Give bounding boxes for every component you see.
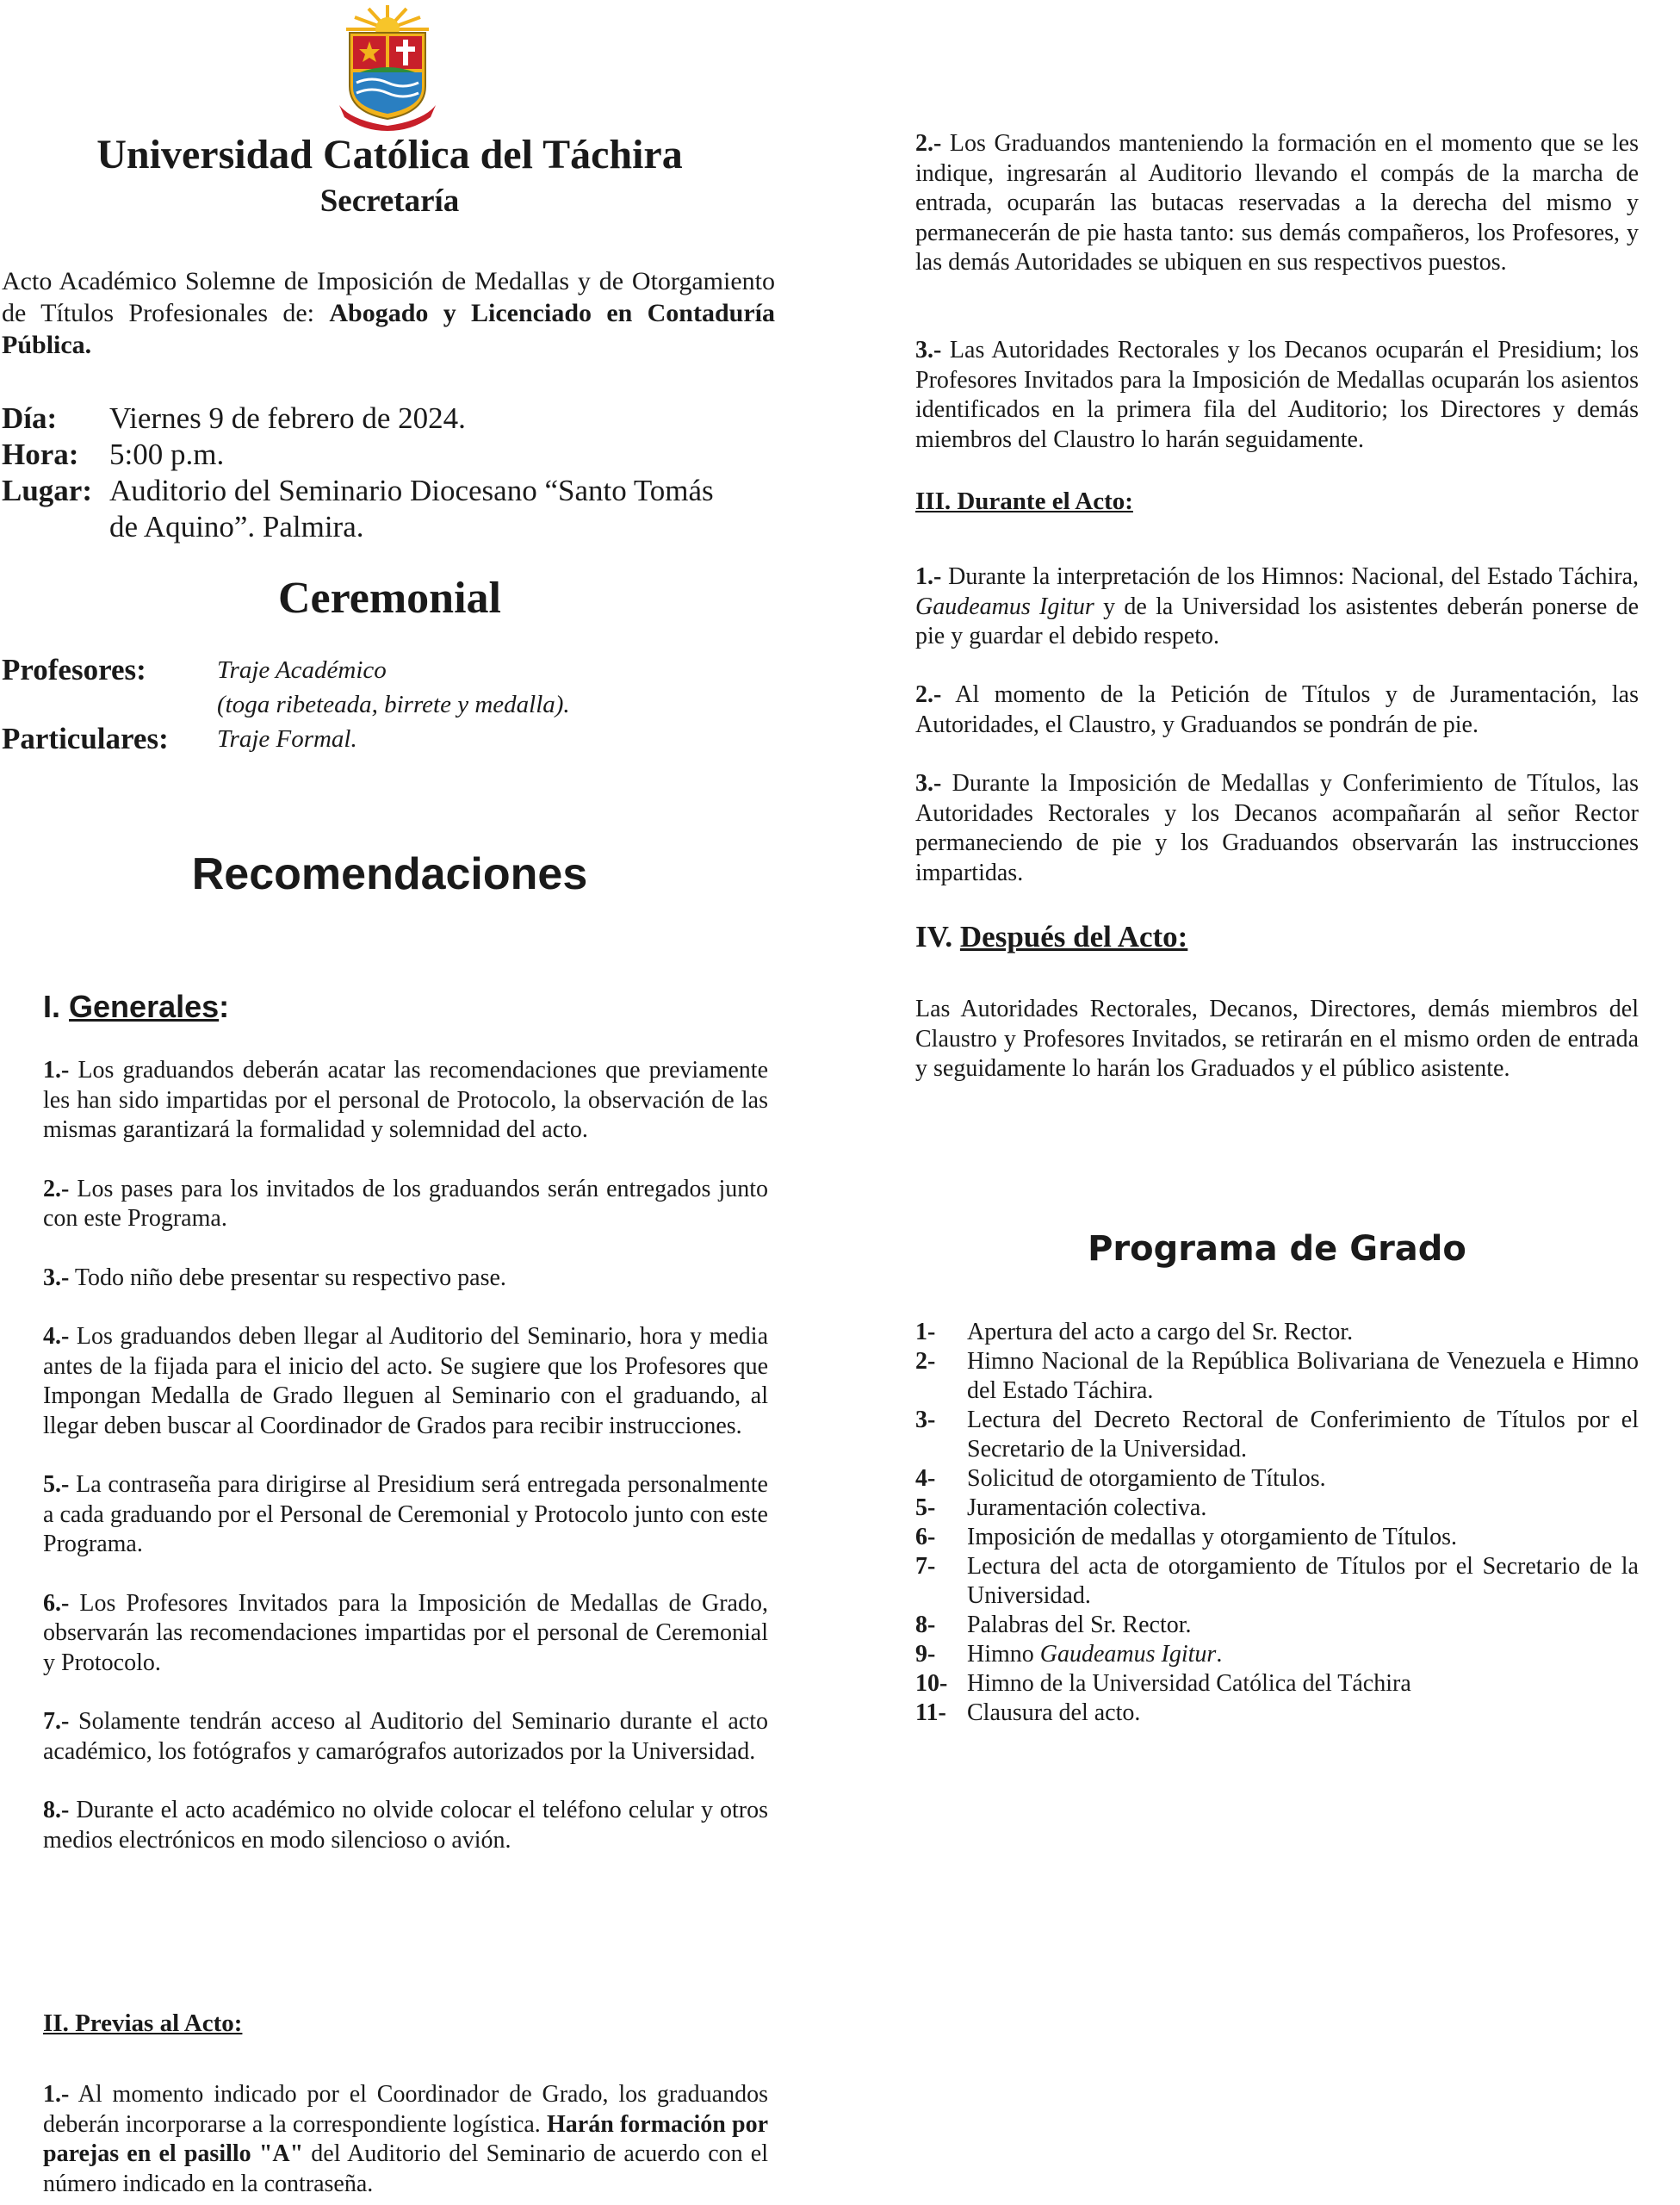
place-label: Lugar: — [2, 474, 92, 507]
item-number: 4.- — [43, 1323, 70, 1350]
program-item-text: Lectura del Decreto Rectoral de Conferimiento de Títulos por el Secretario de la Universidad. — [967, 1407, 1639, 1463]
event-degrees: Abogado y Licenciado en Contaduría Pública. — [2, 299, 776, 359]
program-item-number: 10- — [915, 1670, 948, 1697]
general-section-heading — [43, 989, 229, 1025]
item-number: 5.- — [43, 1471, 70, 1498]
professors-value — [217, 653, 570, 722]
general-item-2 — [43, 1175, 768, 1234]
general-item-3 — [43, 1264, 768, 1294]
event-place-row — [2, 473, 775, 545]
previous-item-1 — [43, 2080, 768, 2199]
item-emphasis: Harán formación por parejas en el pasillo "A" — [43, 2110, 768, 2167]
program-item-9 — [915, 1640, 1639, 1669]
program-list — [915, 1318, 1639, 1728]
time-label: Hora: — [2, 438, 79, 471]
particulars-attire-row — [2, 722, 777, 756]
item-text: Los graduandos deben llegar al Auditorio del Seminario, hora y media antes de la fijada para el inicio del acto. Se sugiere que los Profesores que Impongan Medalla de Grado lleguen al Seminario con el graduando, al llegar deben buscar al Coordinador de Grados para recibir instrucciones. — [43, 1323, 768, 1439]
professors-value-line-2: (toga ribeteada, birrete y medalla). — [217, 691, 570, 718]
program-item-number: 6- — [915, 1524, 936, 1550]
program-item-number: 5- — [915, 1494, 936, 1521]
previous-item-3 — [915, 336, 1639, 455]
office-title: Secretaría — [319, 183, 460, 219]
ceremonial-attire — [2, 653, 777, 756]
general-number: I. — [43, 989, 61, 1024]
general-recommendations-list — [43, 1056, 768, 1855]
program-item-4 — [915, 1464, 1639, 1494]
event-description — [2, 265, 775, 361]
item-number: 3.- — [915, 337, 942, 363]
during-section-heading — [915, 488, 1133, 516]
event-info — [2, 401, 775, 545]
place-value: Auditorio del Seminario Diocesano “Santo Tomás de Aquino”. Palmira. — [109, 474, 714, 543]
recommendations-title: Recomendaciones — [191, 849, 588, 899]
professors-attire-row — [2, 653, 777, 722]
general-item-5 — [43, 1470, 768, 1560]
program-item-number: 11- — [915, 1699, 946, 1726]
program-item-text: Lectura del acta de otorgamiento de Títulos por el Secretario de la Universidad. — [967, 1553, 1639, 1609]
general-item-6 — [43, 1589, 768, 1679]
item-text: Todo niño debe presentar su respectivo pase. — [69, 1264, 506, 1291]
program-item-text: Apertura del acto a cargo del Sr. Rector. — [967, 1319, 1354, 1345]
after-title: Después del Acto: — [959, 920, 1188, 953]
item-number: 7.- — [43, 1708, 70, 1735]
item-text: Los pases para los invitados de los graduandos serán entregados junto con este Programa. — [43, 1175, 768, 1232]
general-item-8 — [43, 1796, 768, 1855]
item-italic: Gaudeamus Igitur — [915, 593, 1094, 620]
item-number: 8.- — [43, 1797, 70, 1823]
program-item-11 — [915, 1699, 1639, 1728]
during-item-1 — [915, 562, 1639, 652]
event-intro: Acto Académico Solemne de Imposición de Medallas y de Otorgamiento de Títulos Profesionales de: — [2, 267, 775, 327]
program-item-2 — [915, 1347, 1639, 1406]
program-title: Programa de Grado — [1088, 1229, 1466, 1269]
item-text: Durante la Imposición de Medallas y Conferimiento de Títulos, las Autoridades Rectorales y los Decanos acompañarán al señor Rector permaneciendo de pie y los Graduandos observarán las instrucciones impartidas. — [915, 770, 1639, 886]
professors-label: Profesores: — [2, 653, 146, 686]
item-number: 3.- — [43, 1264, 70, 1291]
program-item-text: Himno Nacional de la República Bolivariana de Venezuela e Himno del Estado Táchira. — [967, 1348, 1639, 1404]
item-text-tail: del Auditorio del Seminario de acuerdo con el número indicado en la contraseña. — [43, 2140, 768, 2197]
ceremonial-title: Ceremonial — [278, 574, 501, 623]
general-item-1 — [43, 1056, 768, 1146]
program-item-text-tail: . — [1216, 1641, 1223, 1668]
item-number: 3.- — [915, 770, 942, 797]
during-item-3 — [915, 769, 1639, 888]
previous-item-2 — [915, 129, 1639, 278]
after-number: IV. — [915, 920, 953, 953]
day-value: Viernes 9 de febrero de 2024. — [109, 401, 466, 435]
item-text: Solamente tendrán acceso al Auditorio del Seminario durante el acto académico, los fotógrafos y camarógrafos autorizados por la Universidad. — [43, 1708, 768, 1765]
item-text: Los Profesores Invitados para la Imposición de Medallas de Grado, observarán las recomendaciones impartidas por el personal de Ceremonial y Protocolo. — [43, 1589, 768, 1676]
item-text: Las Autoridades Rectorales y los Decanos ocuparán el Presidium; los Profesores Invitados para la Imposición de Medallas ocuparán los asientos identificados en la primera fila del Auditorio; los Directores y demás miembros del Claustro lo harán seguidamente. — [915, 337, 1639, 453]
item-number: 2.- — [915, 130, 942, 157]
item-text: La contraseña para dirigirse al Presidium será entregada personalmente a cada graduando por el Personal de Ceremonial y Protocolo junto con este Programa. — [43, 1471, 768, 1557]
program-item-text: Juramentación colectiva. — [967, 1494, 1207, 1521]
item-number: 6.- — [43, 1589, 70, 1617]
program-item-number: 2- — [915, 1348, 936, 1375]
item-number: 1.- — [43, 1057, 70, 1084]
professors-value-line-1: Traje Académico — [217, 656, 387, 684]
general-title: Generales — [69, 989, 220, 1024]
program-item-number: 1- — [915, 1319, 936, 1345]
item-text: Durante el acto académico no olvide colocar el teléfono celular y otros medios electrónicos en modo silencioso o avión. — [43, 1797, 768, 1854]
general-item-7 — [43, 1707, 768, 1767]
item-number: 2.- — [43, 1175, 70, 1202]
item-text: Durante la interpretación de los Himnos: Nacional, del Estado Táchira, — [941, 563, 1639, 590]
previous-section-heading: II. Previas al Acto: — [43, 2009, 243, 2037]
program-item-8 — [915, 1611, 1639, 1640]
program-item-text: Solicitud de otorgamiento de Títulos. — [967, 1465, 1326, 1492]
particulars-value: Traje Formal. — [217, 725, 357, 753]
program-item-text: Clausura del acto. — [967, 1699, 1141, 1726]
item-number: 2.- — [915, 681, 942, 708]
program-item-1 — [915, 1318, 1639, 1347]
item-number: 1.- — [915, 563, 942, 590]
program-item-10 — [915, 1669, 1639, 1699]
item-text: Al momento de la Petición de Títulos y de Juramentación, las Autoridades, el Claustro, y Graduandos se pondrán de pie. — [915, 681, 1639, 738]
particulars-label: Particulares: — [2, 722, 169, 755]
university-crest-icon — [334, 3, 441, 133]
day-label: Día: — [2, 401, 58, 435]
program-item-text: Imposición de medallas y otorgamiento de Títulos. — [967, 1524, 1457, 1550]
program-item-5 — [915, 1494, 1639, 1523]
during-title: III. Durante el Acto: — [915, 488, 1133, 515]
program-item-text — [967, 1640, 1639, 1669]
item-text: Al momento indicado por el Coordinador de Grado, los graduandos deberán incorporarse a la correspondiente logística. — [43, 2081, 768, 2138]
after-section-heading — [915, 920, 1187, 954]
program-item-italic: Gaudeamus Igitur — [1039, 1641, 1217, 1668]
university-title: Universidad Católica del Táchira — [96, 132, 683, 177]
item-text: Los graduandos deberán acatar las recomendaciones que previamente les han sido impartidas por el personal de Protocolo, la observación de las mismas garantizará la formalidad y solemnidad del acto. — [43, 1057, 768, 1143]
item-text: Los Graduandos manteniendo la formación en el momento que se les indique, ingresarán al Auditorio llevando el compás de la marcha de entrada, ocuparán las butacas reservadas a la derecha del mismo y permanecerán de pie hasta tanto: sus demás compañeros, los Profesores, y las demás Autoridades se ubiquen en sus respectivos puestos. — [915, 130, 1639, 276]
program-item-text: Himno de la Universidad Católica del Táchira — [967, 1670, 1411, 1697]
item-text-tail: y de la Universidad los asistentes deberán ponerse de pie y guardar el debido respeto. — [915, 593, 1640, 649]
item-number: 1.- — [43, 2081, 70, 2108]
program-item-number: 3- — [915, 1407, 936, 1433]
general-colon: : — [219, 989, 230, 1024]
program-item-7 — [915, 1552, 1639, 1611]
during-item-2 — [915, 680, 1639, 740]
program-item-number: 8- — [915, 1612, 936, 1638]
event-day-row — [2, 401, 775, 437]
program-item-number: 7- — [915, 1553, 936, 1580]
program-item-number: 9- — [915, 1641, 936, 1668]
event-time-row — [2, 437, 775, 473]
general-item-4 — [43, 1322, 768, 1441]
time-value: 5:00 p.m. — [109, 438, 225, 471]
program-item-6 — [915, 1523, 1639, 1552]
after-text: Las Autoridades Rectorales, Decanos, Directores, demás miembros del Claustro y Profesores Invitados, se retirarán en el mismo orden de entrada y seguidamente lo harán los Graduados y el público asistente. — [915, 996, 1639, 1082]
program-item-text: Palabras del Sr. Rector. — [967, 1612, 1192, 1638]
program-item-3 — [915, 1406, 1639, 1464]
program-item-text-start: Himno — [967, 1641, 1040, 1668]
program-item-number: 4- — [915, 1465, 936, 1492]
